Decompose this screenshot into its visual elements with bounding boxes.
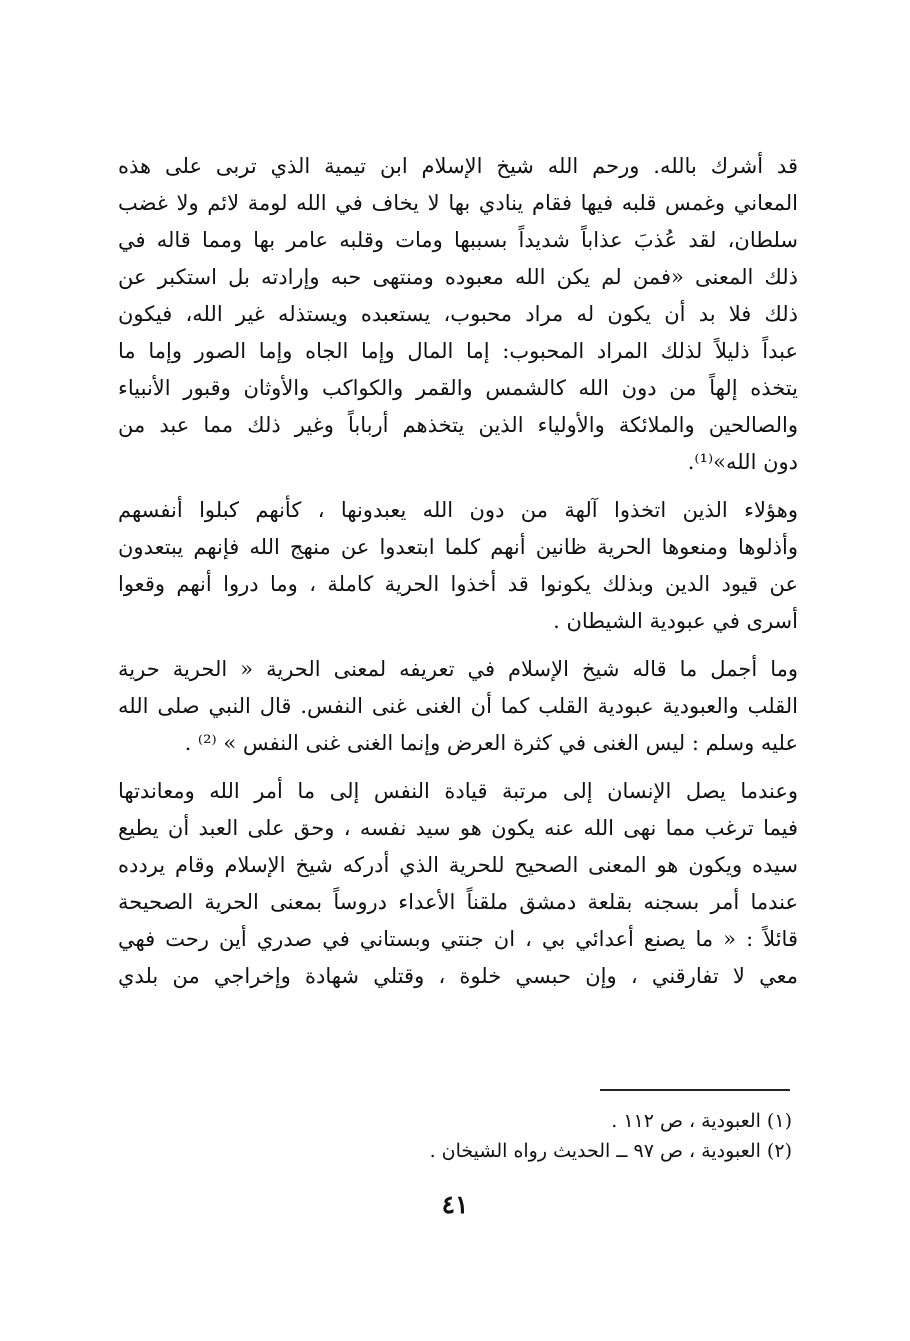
footnotes (240, 1106, 792, 1166)
text-line: عبداً ذليلاً لذلك المراد المحبوب: إما المال وإما الجاه وإما الصور وإما ما (118, 339, 798, 363)
text-line: عن قيود الدين وبذلك يكونوا قد أخذوا الحرية كاملة ، وما دروا أنهم وقعوا (118, 572, 798, 596)
paragraph-4 (118, 773, 798, 995)
text-line: القلب والعبودية عبودية القلب كما أن الغنى غنى النفس. قال النبي صلى الله (118, 694, 798, 718)
text-line: فيما ترغب مما نهى الله عنه يكون هو سيد نفسه ، وحق على العبد أن يطيع (118, 816, 798, 840)
page-number: ٤١ (441, 1190, 469, 1219)
text-line: ذلك فلا بد أن يكون له مراد محبوب، يستعبده ويستذله غير الله، فيكون (118, 302, 798, 326)
footnote-2: (٢) العبودية ، ص ٩٧ ــ الحديث رواه الشيخان . (429, 1140, 792, 1162)
paragraph-1 (118, 148, 798, 481)
text-line: معي لا تفارقني ، وإن حبسي خلوة ، وقتلي شهادة وإخراجي من بلدي (118, 964, 798, 988)
text-line: أسرى في عبودية الشيطان . (553, 609, 798, 633)
text-line: يتخذه إلهاً من دون الله كالشمس والقمر والكواكب والأوثان وقبور الأنبياء (118, 376, 798, 400)
text-line: وأذلوها ومنعوها الحرية ظانين أنهم كلما ابتعدوا عن منهج الله فإنهم يبتعدون (118, 535, 798, 559)
text-line: سيده ويكون هو المعنى الصحيح للحرية الذي أدركه شيخ الإسلام وقام يردده (118, 853, 798, 877)
text-line: المعاني وغمس قلبه فيها فقام ينادي بها لا يخاف في الله لومة لائم ولا غضب (118, 191, 798, 215)
text-line: دون الله»⁽¹⁾. (687, 450, 798, 474)
text-line: عليه وسلم : ليس الغنى في كثرة العرض وإنما الغنى غنى النفس » ⁽²⁾ . (184, 731, 798, 755)
paragraph-2 (118, 492, 798, 640)
text-line: وهؤلاء الذين اتخذوا آلهة من دون الله يعبدونها ، كأنهم كبلوا أنفسهم (118, 498, 798, 522)
text-line: وما أجمل ما قاله شيخ الإسلام في تعريفه لمعنى الحرية « الحرية حرية (118, 657, 798, 681)
text-line: سلطان، لقد عُذبَ عذاباً شديداً بسببها ومات وقلبه عامر بها ومما قاله في (118, 228, 798, 252)
text-line: عندما أمر بسجنه بقلعة دمشق ملقناً الأعداء دروساً بمعنى الحرية الصحيحة (118, 890, 798, 914)
text-line: وعندما يصل الإنسان إلى مرتبة قيادة النفس إلى ما أمر الله ومعاندتها (118, 779, 798, 803)
body-text (118, 148, 798, 1006)
text-line: قائلاً : « ما يصنع أعدائي بي ، ان جنتي وبستاني في صدري أين رحت فهي (118, 927, 798, 951)
paragraph-3 (118, 651, 798, 762)
footnote-divider (600, 1089, 790, 1091)
footnote-1: (١) العبودية ، ص ١١٢ . (611, 1110, 792, 1132)
text-line: ذلك المعنى «فمن لم يكن الله معبوده ومنتهى حبه وإرادته بل استكبر عن (118, 265, 798, 289)
text-line: قد أشرك بالله. ورحم الله شيخ الإسلام ابن تيمية الذي تربى على هذه (118, 154, 798, 178)
text-line: والصالحين والملائكة والأولياء الذين يتخذهم أرباباً وغير ذلك مما عبد من (118, 413, 798, 437)
